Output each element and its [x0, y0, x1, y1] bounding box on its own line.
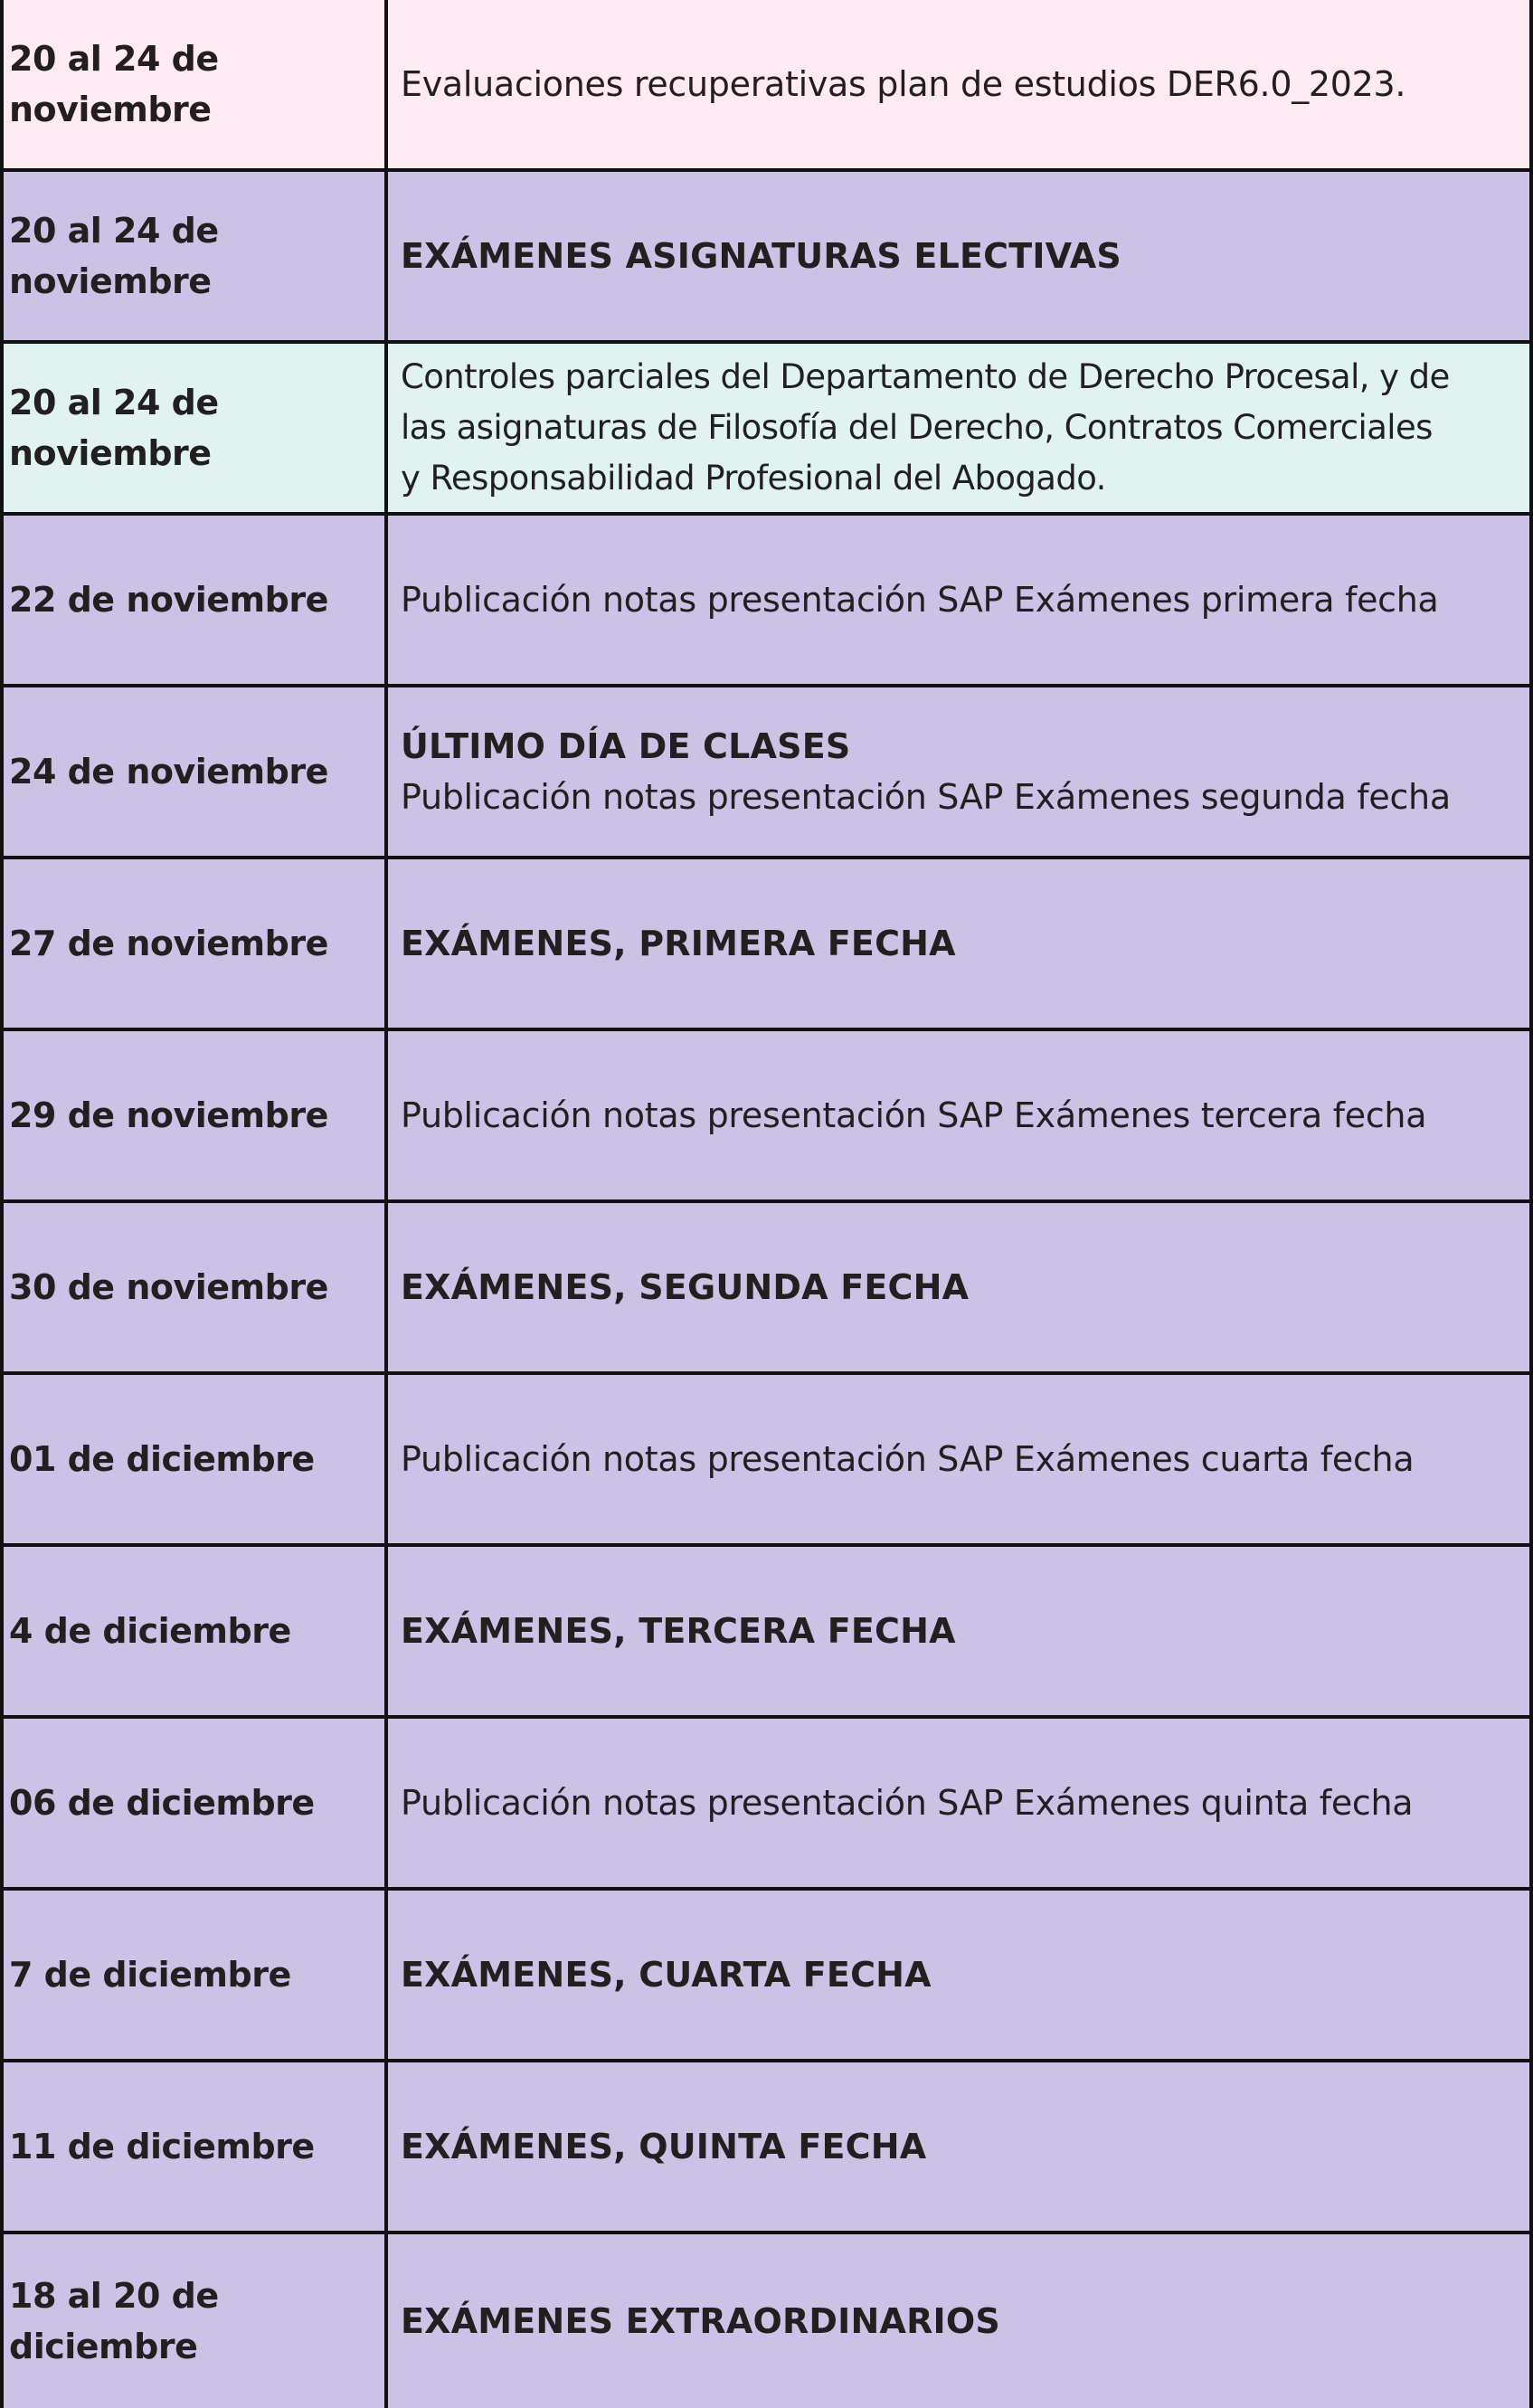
- table-row: [4, 1891, 1529, 2062]
- event-text: Evaluaciones recuperativas plan de estudios DER6.0_2023.: [401, 64, 1406, 104]
- event-text: Publicación notas presentación SAP Exámenes segunda fecha: [401, 777, 1451, 817]
- date-cell: [4, 1719, 388, 1887]
- date-text: 29 de noviembre: [9, 1095, 328, 1135]
- event-text: y Responsabilidad Profesional del Abogado.: [401, 459, 1106, 498]
- table-row: [4, 1547, 1529, 1719]
- date-text: 27 de noviembre: [9, 924, 328, 963]
- event-heading: EXÁMENES, TERCERA FECHA: [401, 1611, 956, 1651]
- date-text: 18 al 20 de: [9, 2276, 219, 2316]
- event-heading: ÚLTIMO DÍA DE CLASES: [401, 726, 851, 766]
- event-text: las asignaturas de Filosofía del Derecho, Contratos Comerciales: [401, 408, 1433, 447]
- date-cell: [4, 1203, 388, 1371]
- table-row: [4, 859, 1529, 1031]
- table-row: [4, 2234, 1529, 2408]
- event-cell: [388, 1719, 1529, 1887]
- event-cell: [388, 687, 1529, 856]
- date-text: 4 de diciembre: [9, 1611, 291, 1651]
- date-cell: [4, 1547, 388, 1715]
- date-cell: [4, 1891, 388, 2059]
- event-cell: [388, 516, 1529, 684]
- event-cell: [388, 344, 1529, 512]
- date-cell: [4, 2062, 388, 2231]
- event-heading: EXÁMENES, PRIMERA FECHA: [401, 924, 956, 963]
- date-cell: [4, 859, 388, 1028]
- date-text: 20 al 24 de: [9, 383, 219, 422]
- date-text: 11 de diciembre: [9, 2127, 315, 2166]
- table-row: [4, 1719, 1529, 1891]
- date-cell: [4, 687, 388, 856]
- date-cell: [4, 516, 388, 684]
- date-cell: [4, 344, 388, 512]
- event-text: Publicación notas presentación SAP Exámenes quinta fecha: [401, 1783, 1414, 1823]
- event-cell: [388, 1203, 1529, 1371]
- date-text: 22 de noviembre: [9, 580, 328, 620]
- date-text: noviembre: [9, 433, 212, 473]
- event-cell: [388, 1375, 1529, 1543]
- table-row: [4, 1375, 1529, 1547]
- event-heading: EXÁMENES EXTRAORDINARIOS: [401, 2301, 1000, 2341]
- event-text: Controles parciales del Departamento de Derecho Procesal, y de: [401, 357, 1450, 396]
- date-cell: [4, 172, 388, 340]
- table-row: [4, 687, 1529, 859]
- date-text: 06 de diciembre: [9, 1783, 315, 1823]
- event-cell: [388, 172, 1529, 340]
- event-cell: [388, 2234, 1529, 2408]
- date-cell: [4, 1375, 388, 1543]
- table-row: [4, 516, 1529, 687]
- table-row: [4, 344, 1529, 516]
- date-text: noviembre: [9, 90, 212, 129]
- event-heading: EXÁMENES, SEGUNDA FECHA: [401, 1267, 970, 1307]
- event-cell: [388, 859, 1529, 1028]
- event-text: Publicación notas presentación SAP Exámenes primera fecha: [401, 580, 1439, 620]
- date-cell: [4, 2234, 388, 2408]
- date-text: 20 al 24 de: [9, 39, 219, 79]
- date-text: 20 al 24 de: [9, 211, 219, 251]
- event-cell: [388, 0, 1529, 168]
- date-text: 30 de noviembre: [9, 1267, 328, 1307]
- event-text: Publicación notas presentación SAP Exámenes cuarta fecha: [401, 1439, 1415, 1479]
- date-text: 7 de diciembre: [9, 1955, 291, 1995]
- date-text: 01 de diciembre: [9, 1439, 315, 1479]
- event-cell: [388, 1547, 1529, 1715]
- event-heading: EXÁMENES ASIGNATURAS ELECTIVAS: [401, 236, 1121, 276]
- date-text: 24 de noviembre: [9, 752, 328, 792]
- table-row: [4, 2062, 1529, 2234]
- event-heading: EXÁMENES, QUINTA FECHA: [401, 2127, 927, 2166]
- event-cell: [388, 2062, 1529, 2231]
- date-text: diciembre: [9, 2327, 198, 2366]
- date-cell: [4, 1031, 388, 1199]
- table-row: [4, 172, 1529, 344]
- table-row: [4, 1203, 1529, 1375]
- date-cell: [4, 0, 388, 168]
- event-heading: EXÁMENES, CUARTA FECHA: [401, 1955, 932, 1995]
- event-text: Publicación notas presentación SAP Exámenes tercera fecha: [401, 1095, 1427, 1135]
- event-cell: [388, 1891, 1529, 2059]
- date-text: noviembre: [9, 261, 212, 301]
- event-cell: [388, 1031, 1529, 1199]
- table-row: [4, 0, 1529, 172]
- table-row: [4, 1031, 1529, 1203]
